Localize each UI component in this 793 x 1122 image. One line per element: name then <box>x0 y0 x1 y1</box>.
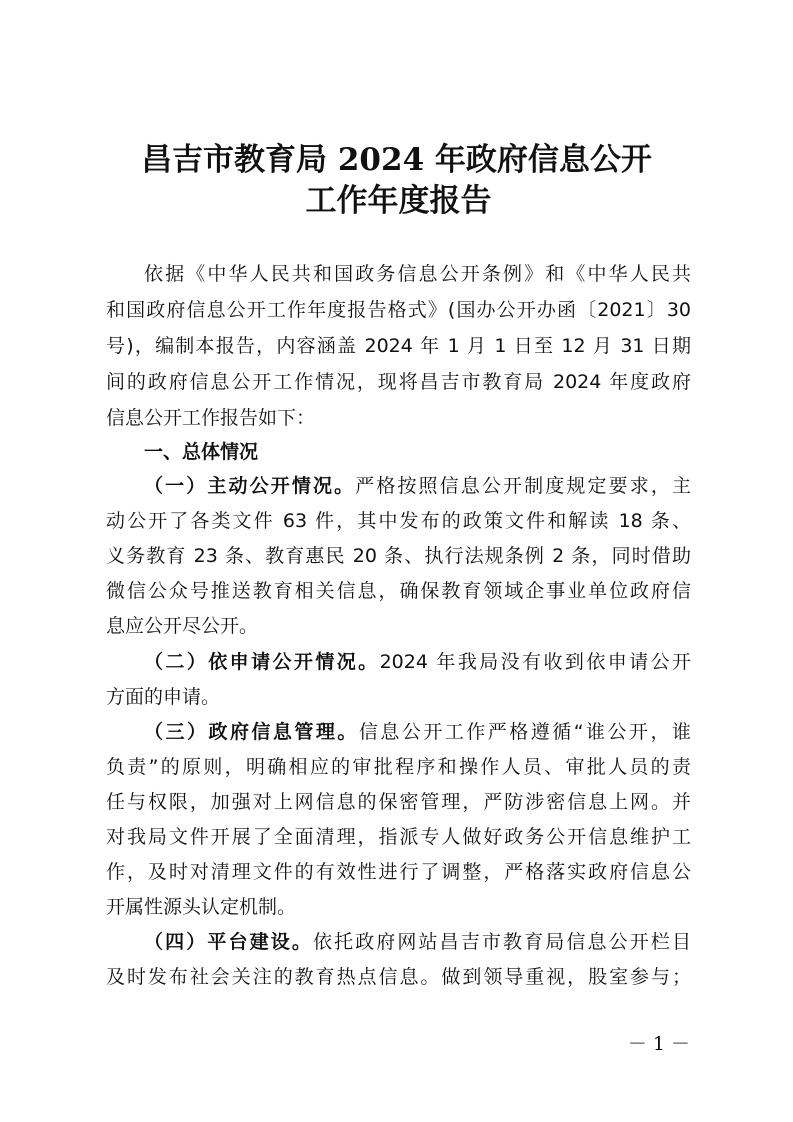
body-line: 方面的申请。 <box>106 686 221 708</box>
body-line: 微信公众号推送教育相关信息，确保教育领域企事业单位政府信 <box>106 580 691 602</box>
body-line: 开属性源头认定机制。 <box>106 896 297 918</box>
body-line: 间的政府信息公开工作情况，现将昌吉市教育局 2024 年度政府 <box>106 371 691 393</box>
body-line: 负责”的原则，明确相应的审批程序和操作人员、审批人员的责 <box>106 756 691 778</box>
subsection-line: （二）依申请公开情况。2024 年我局没有收到依申请公开 <box>144 651 691 673</box>
section-heading: 一、总体情况 <box>144 441 259 463</box>
body-line: 对我局文件开展了全面清理，指派专人做好政务公开信息维护工 <box>106 826 691 848</box>
subsection-line: （三）政府信息管理。信息公开工作严格遵循“谁公开，谁 <box>144 721 691 743</box>
page-number: － 1 － <box>627 1033 690 1055</box>
body-line: 义务教育 23 条、教育惠民 20 条、执行法规条例 2 条，同时借助 <box>106 545 691 567</box>
report-title-line-1: 昌吉市教育局 2024 年政府信息公开 <box>141 142 652 178</box>
body-line: 任与权限，加强对上网信息的保密管理，严防涉密信息上网。并 <box>106 791 691 813</box>
subsection-line: （一）主动公开情况。严格按照信息公开制度规定要求，主 <box>144 475 691 497</box>
body-line: 依据《中华人民共和国政务信息公开条例》和《中华人民共 <box>144 263 691 285</box>
body-line: 信息公开工作报告如下： <box>106 407 316 429</box>
body-line: 动公开了各类文件 63 件，其中发布的政策文件和解读 18 条、 <box>106 510 691 532</box>
body-line: 及时发布社会关注的教育热点信息。做到领导重视，股室参与； <box>106 966 691 988</box>
subsection-line: （四）平台建设。依托政府网站昌吉市教育局信息公开栏目 <box>144 931 691 953</box>
report-title-line-2: 工作年度报告 <box>305 183 492 219</box>
body-line: 号)，编制本报告，内容涵盖 2024 年 1 月 1 日至 12 月 31 日期 <box>106 335 691 357</box>
body-line: 和国政府信息公开工作年度报告格式》(国办公开办函〔2021〕30 <box>106 299 691 321</box>
body-line: 作，及时对清理文件的有效性进行了调整，严格落实政府信息公 <box>106 861 691 883</box>
body-line: 息应公开尽公开。 <box>106 615 259 637</box>
